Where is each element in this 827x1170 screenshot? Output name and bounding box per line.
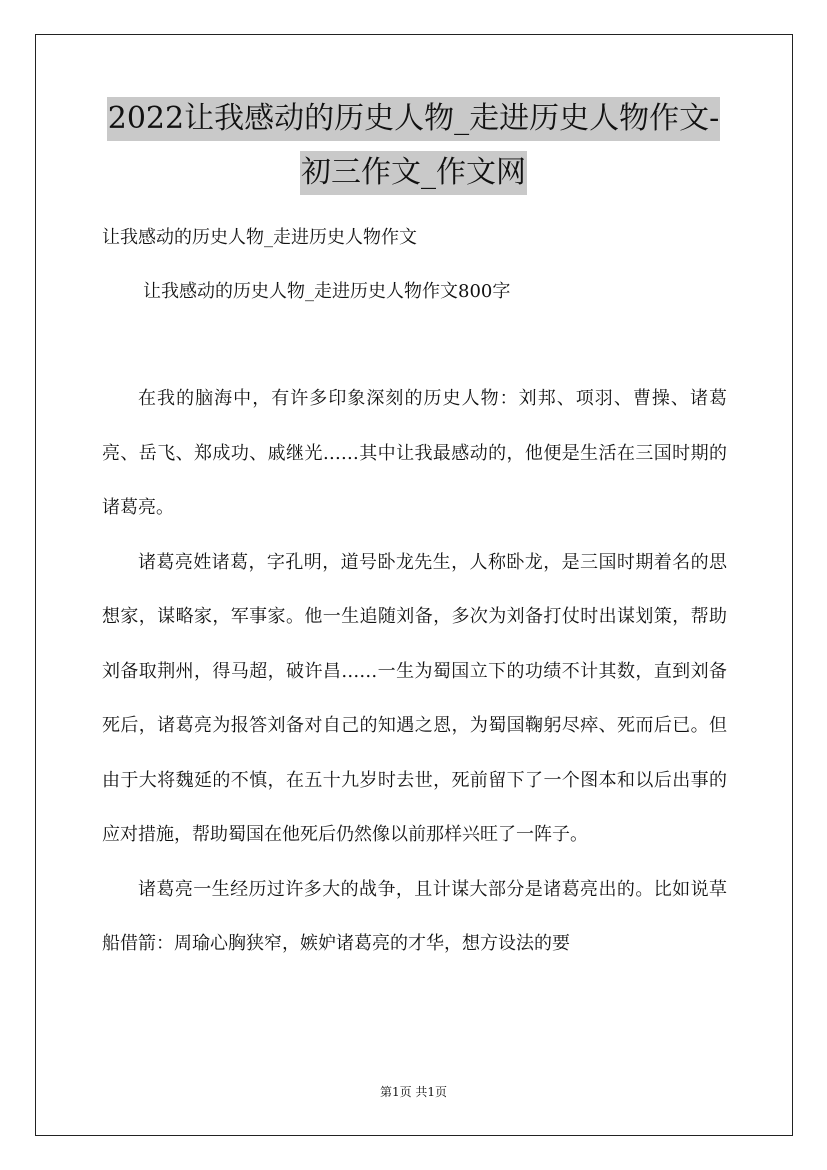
- title-line-2: 初三作文_作文网: [300, 151, 527, 195]
- paragraph-3: 诸葛亮一生经历过许多大的战争，且计谋大部分是诸葛亮出的。比如说草船借箭：周瑜心胸狭窄，嫉妒诸葛亮的才华，想方设法的要: [102, 878, 727, 954]
- subheading-with-word-count: 让我感动的历史人物_走进历史人物作文800字: [143, 281, 511, 302]
- subheading: 让我感动的历史人物_走进历史人物作文: [102, 227, 417, 248]
- page-footer: 第1页 共1页: [379, 1085, 448, 1099]
- title-line-1: 2022让我感动的历史人物_走进历史人物作文-: [107, 97, 720, 141]
- paragraph-2: 诸葛亮姓诸葛，字孔明，道号卧龙先生，人称卧龙，是三国时期着名的思想家，谋略家，军事家。他一生追随刘备，多次为刘备打仗时出谋划策，帮助刘备取荆州，得马超，破许昌……一生为蜀国立下的功绩不计其数，直到刘备死后，诸葛亮为报答刘备对自己的知遇之恩，为蜀国鞠躬尽瘁、死而后已。但由于大将魏延的不慎，在五十九岁时去世，死前留下了一个图本和以后出事的应对措施，帮助蜀国在他死后仍然像以前那样兴旺了一阵子。: [102, 551, 727, 845]
- document-title: [60, 97, 767, 205]
- body-text: [102, 372, 727, 972]
- paragraph-1: 在我的脑海中，有许多印象深刻的历史人物：刘邦、项羽、曹操、诸葛亮、岳飞、郑成功、戚继光……其中让我最感动的，他便是生活在三国时期的诸葛亮。: [102, 388, 727, 518]
